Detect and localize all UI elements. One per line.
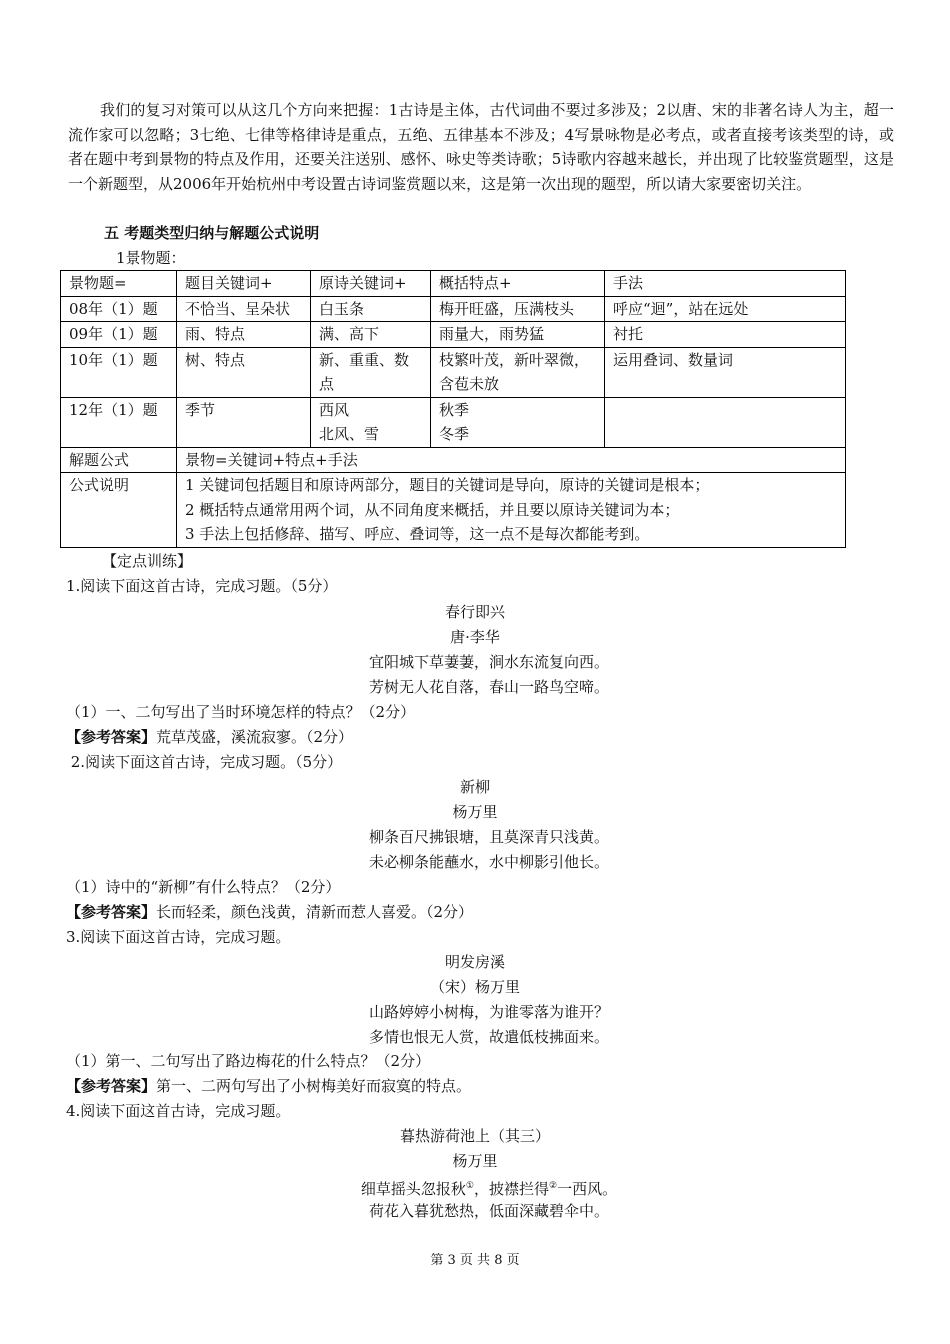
q4-prompt: 4.阅读下面这首古诗，完成习题。 (66, 1102, 291, 1120)
q4-poem-line: 荷花入暮犹愁热，低面深藏碧伞中。 (368, 1202, 609, 1220)
q2-poem-line: 未必柳条能蘸水，水中柳影引他长。 (368, 853, 609, 871)
q3-prompt: 3.阅读下面这首古诗，完成习题。 (66, 928, 291, 946)
table-cell: 景物题= (61, 271, 177, 297)
explain-item: 3 手法上包括修辞、描写、呼应、叠词等，这一点不是每次都能考到。 (185, 525, 650, 543)
q1-poem-author: 唐·李华 (450, 628, 500, 646)
formula-label: 解题公式 (61, 447, 177, 473)
table-cell (605, 397, 846, 447)
answer-text: 荒草茂盛，溪流寂寥。（2分） (156, 728, 354, 746)
table-row (61, 347, 846, 397)
poem-text: ，披襟拦得 (473, 1180, 549, 1198)
training-label: 【定点训练】 (102, 552, 193, 570)
intro-paragraph: 我们的复习对策可以从这几个方向来把握：1古诗是主体，古代词曲不要过多涉及；2以唐、宋的非著名诗人为主，超一流作家可以忽略；3七绝、七律等格律诗是重点，五绝、五律基本不涉及；4写景咏物是必考点，或者直接考该类型的诗，或者在题中考到景物的特点及作用，还要关注送别、感怀、咏史等类诗歌；5诗歌内容越来越长，并出现了比较鉴赏题型，这是一个新题型，从2006年开始杭州中考设置古诗词鉴赏题以来，这是第一次出现的题型，所以请大家要密切关注。 (68, 101, 894, 193)
table-cell: 西风 北风、雪 (311, 397, 431, 447)
q4-poem-line (0, 1174, 950, 1201)
poem-text: 细草摇头忽报秋 (360, 1180, 466, 1198)
table-cell: 新、重重、数点 (311, 347, 431, 397)
table-cell: 原诗关键词+ (311, 271, 431, 297)
explain-cell (177, 473, 846, 548)
table-cell: 雨量大，雨势猛 (431, 322, 605, 348)
q3-question: （1）第一、二句写出了路边梅花的什么特点？（2分） (66, 1052, 431, 1070)
q3-poem-line: 多情也恨无人赏，故遣低枝拂面来。 (368, 1028, 609, 1046)
table-cell: 不恰当、呈朵状 (177, 296, 311, 322)
table-cell: 满、高下 (311, 322, 431, 348)
table-cell: 09年（1）题 (61, 322, 177, 348)
table-cell: 08年（1）题 (61, 296, 177, 322)
table-cell: 题目关键词+ (177, 271, 311, 297)
q2-poem-line: 柳条百尺拂银塘，且莫深青只浅黄。 (368, 828, 609, 846)
poem-text: 一西风。 (557, 1180, 618, 1198)
table-cell: 梅开旺盛，压满枝头 (431, 296, 605, 322)
q3-poem-title: 明发房溪 (444, 953, 505, 971)
table-cell: 手法 (605, 271, 846, 297)
table-cell: 呼应“迴”，站在远处 (605, 296, 846, 322)
q2-answer (66, 900, 473, 924)
q2-poem-title: 新柳 (459, 778, 490, 796)
q4-poem-author: 杨万里 (452, 1152, 498, 1170)
table-row (61, 397, 846, 447)
q1-poem-title: 春行即兴 (444, 603, 505, 621)
explain-item: 1 关键词包括题目和原诗两部分，题目的关键词是导向，原诗的关键词是根本； (185, 476, 710, 494)
answer-label: 【参考答案】 (66, 728, 157, 746)
table-cell: 树、特点 (177, 347, 311, 397)
table-row (61, 296, 846, 322)
explain-label: 公式说明 (61, 473, 177, 548)
explain-item: 2 概括特点通常用两个词，从不同角度来概括，并且要以原诗关键词为本； (185, 500, 680, 519)
answer-label: 【参考答案】 (66, 903, 157, 921)
scenery-question-table (60, 270, 846, 548)
table-cell: 10年（1）题 (61, 347, 177, 397)
table-cell: 衬托 (605, 322, 846, 348)
q2-question: （1）诗中的“新柳”有什么特点？（2分） (66, 878, 341, 896)
table-cell: 运用叠词、数量词 (605, 347, 846, 397)
q1-prompt: 1.阅读下面这首古诗，完成习题。（5分） (66, 577, 338, 595)
q1-poem-line: 宜阳城下草萋萋，涧水东流复向西。 (368, 653, 609, 671)
answer-text: 长而轻柔，颜色浅黄，清新而惹人喜爱。（2分） (156, 903, 474, 921)
table-cell: 雨、特点 (177, 322, 311, 348)
q3-poem-author: （宋）杨万里 (429, 978, 520, 996)
q4-poem-title: 暮热游荷池上（其三） (399, 1127, 550, 1145)
page-footer: 第 3 页 共 8 页 (430, 1253, 520, 1268)
answer-text: 第一、二两句写出了小树梅美好而寂寞的特点。 (156, 1077, 472, 1095)
table-cell: 枝繁叶茂，新叶翠微，含苞未放 (431, 347, 605, 397)
table-cell: 概括特点+ (431, 271, 605, 297)
table-cell: 季节 (177, 397, 311, 447)
q2-prompt: 2.阅读下面这首古诗，完成习题。（5分） (66, 753, 343, 771)
table-cell: 12年（1）题 (61, 397, 177, 447)
subheading: 1景物题： (116, 249, 186, 267)
q1-question: （1）一、二句写出了当时环境怎样的特点？（2分） (66, 703, 416, 721)
formula-row (61, 447, 846, 473)
table-row (61, 322, 846, 348)
footnote-mark: ② (549, 1181, 558, 1191)
table-cell: 秋季 冬季 (431, 397, 605, 447)
section-heading: 五 考题类型归纳与解题公式说明 (104, 224, 320, 242)
q3-answer (66, 1074, 471, 1098)
table-header-row (61, 271, 846, 297)
answer-label: 【参考答案】 (66, 1077, 157, 1095)
q1-poem-line: 芳树无人花自落，春山一路鸟空啼。 (368, 678, 609, 696)
footnote-mark: ① (465, 1181, 474, 1191)
formula-text: 景物=关键词+特点+手法 (177, 447, 846, 473)
q1-answer (66, 725, 353, 749)
explain-row (61, 473, 846, 548)
q3-poem-line: 山路婷婷小树梅，为谁零落为谁开？ (368, 1003, 609, 1021)
q2-poem-author: 杨万里 (452, 803, 498, 821)
table-cell: 白玉条 (311, 296, 431, 322)
